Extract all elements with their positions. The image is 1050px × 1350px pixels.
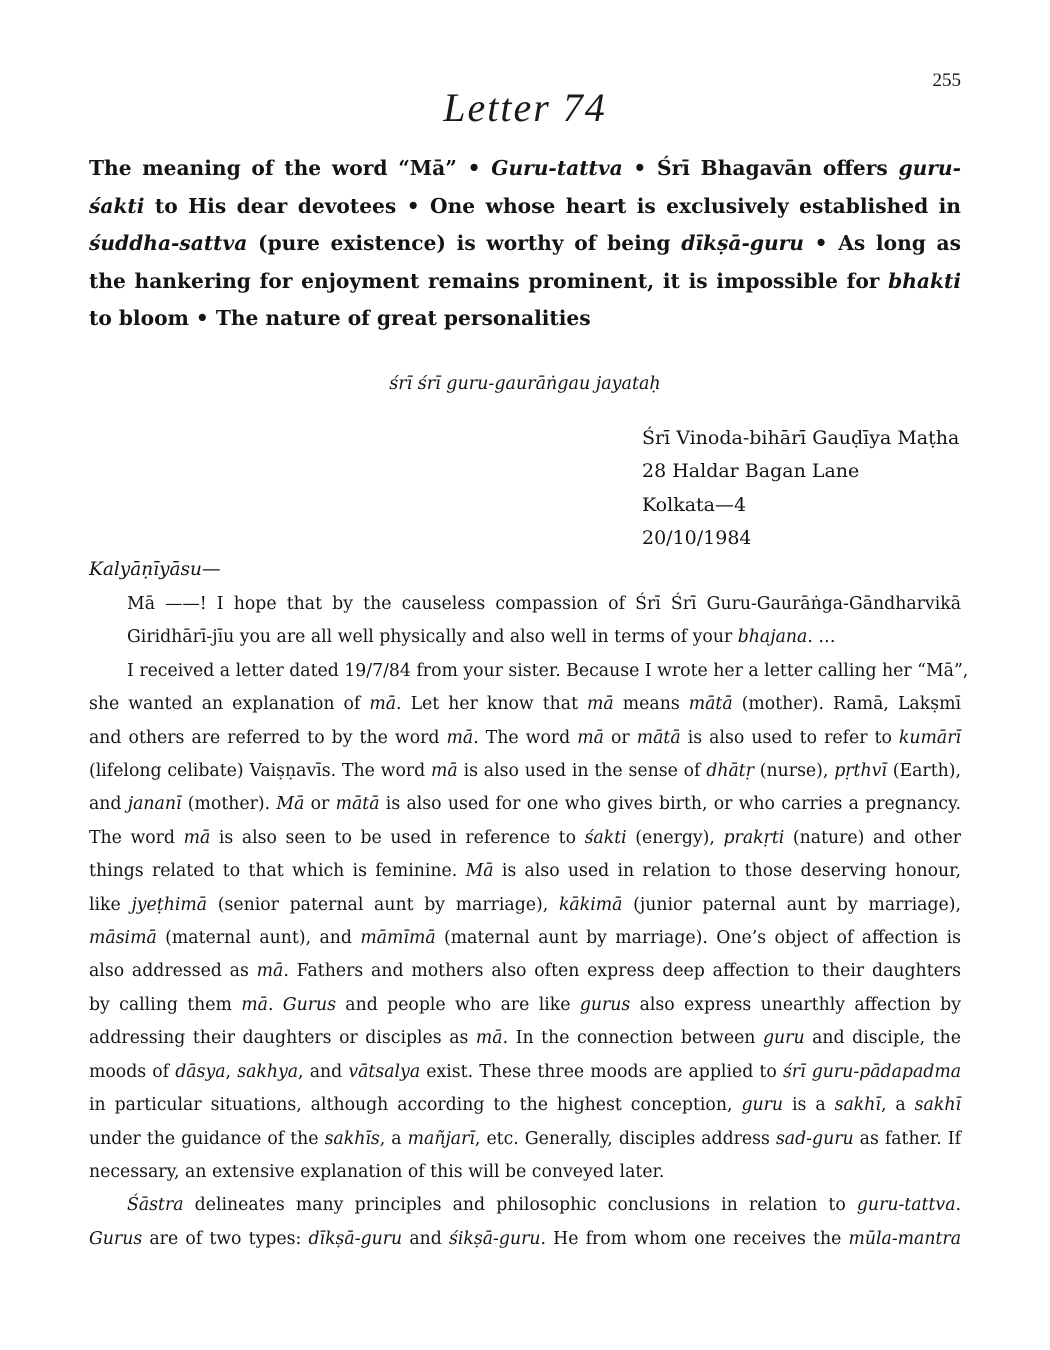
paragraph-1	[89, 588, 961, 655]
text-line: in particular situations, although according to the highest conception, guru is a sakhī, a sakhī	[89, 1095, 961, 1116]
text-line: Mā ——! I hope that by the causeless compassion of Śrī Śrī Guru-Gaurāṅga-Gāndharvikā	[127, 594, 961, 614]
address-line-1: Śrī Vinoda-bihārī Gauḍīya Maṭha	[642, 427, 960, 449]
address-line-3: Kolkata—4	[642, 493, 747, 516]
text-line: and jananī (mother). Mā or mātā is also used for one who gives birth, or who carries a pregnancy.	[89, 794, 961, 815]
text-line: like jyeṭhimā (senior paternal aunt by marriage), kākimā (junior paternal aunt by marriage),	[89, 894, 962, 915]
letter-date: 20/10/1984	[642, 527, 752, 550]
text-line: addressing their daughters or disciples as mā. In the connection between guru and disciple, the	[89, 1028, 961, 1049]
text-line: Śāstra delineates many principles and philosophic conclusions in relation to guru-tattva.	[127, 1195, 961, 1216]
chapter-summary: The meaning of the word “Mā” • Guru-tattva • Śrī Bhagavān offers guru-śakti to His dear devotees • One whose heart is exclusively established in śuddha-sattva (pure existence) is worthy of being dīkṣā-guru • As long as the hankering for enjoyment remains prominent, it is impossible for bhakti to bloom • The nature of great personalities	[89, 156, 961, 330]
text-line: under the guidance of the sakhīs, a mañjarī, etc. Generally, disciples address sad-guru as father. If	[89, 1128, 961, 1149]
address-line-2: 28 Haldar Bagan Lane	[642, 460, 860, 483]
text-line: moods of dāsya, sakhya, and vātsalya exist. These three moods are applied to śrī guru-pādapadma	[89, 1061, 962, 1082]
paragraph-2	[89, 655, 969, 1190]
paragraph-3	[89, 1189, 961, 1256]
text-line: Gurus are of two types: dīkṣā-guru and śikṣā-guru. He from whom one receives the mūla-mantra	[89, 1228, 961, 1249]
salutation: Kalyāṇīyāsu—	[89, 559, 221, 580]
text-line: by calling them mā. Gurus and people who are like gurus also express unearthly affection by	[89, 994, 961, 1015]
text-line: māsimā (maternal aunt), and māmīmā (maternal aunt by marriage). One’s object of affection is	[89, 928, 961, 949]
text-line: I received a letter dated 19/7/84 from your sister. Because I wrote her a letter calling her “Mā”,	[127, 660, 969, 681]
text-line: she wanted an explanation of mā. Let her know that mā means mātā (mother). Ramā, Lakṣmī	[89, 694, 961, 715]
text-line: also addressed as mā. Fathers and mothers also often express deep affection to their daughters	[89, 961, 961, 982]
invocation: śrī śrī guru-gaurāṅgau jayataḥ	[389, 374, 661, 394]
sender-address	[642, 422, 959, 556]
text-line: The word mā is also seen to be used in reference to śakti (energy), prakṛti (nature) and other	[89, 827, 962, 848]
text-line: necessary, an extensive explanation of this will be conveyed later.	[89, 1161, 665, 1182]
text-line: things related to that which is feminine. Mā is also used in relation to those deserving honour,	[89, 861, 961, 882]
letter-body	[89, 588, 969, 1256]
page-number: 255	[932, 70, 961, 91]
text-line: and others are referred to by the word mā. The word mā or mātā is also used to refer to kumārī	[89, 727, 961, 748]
letter-title: Letter 74	[443, 85, 607, 130]
text-line: Giridhārī-jīu you are all well physically and also well in terms of your bhajana. …	[127, 627, 836, 648]
text-line: (lifelong celibate) Vaiṣṇavīs. The word mā is also used in the sense of dhātṛ (nurse), pṛthvī (Earth),	[89, 761, 962, 782]
